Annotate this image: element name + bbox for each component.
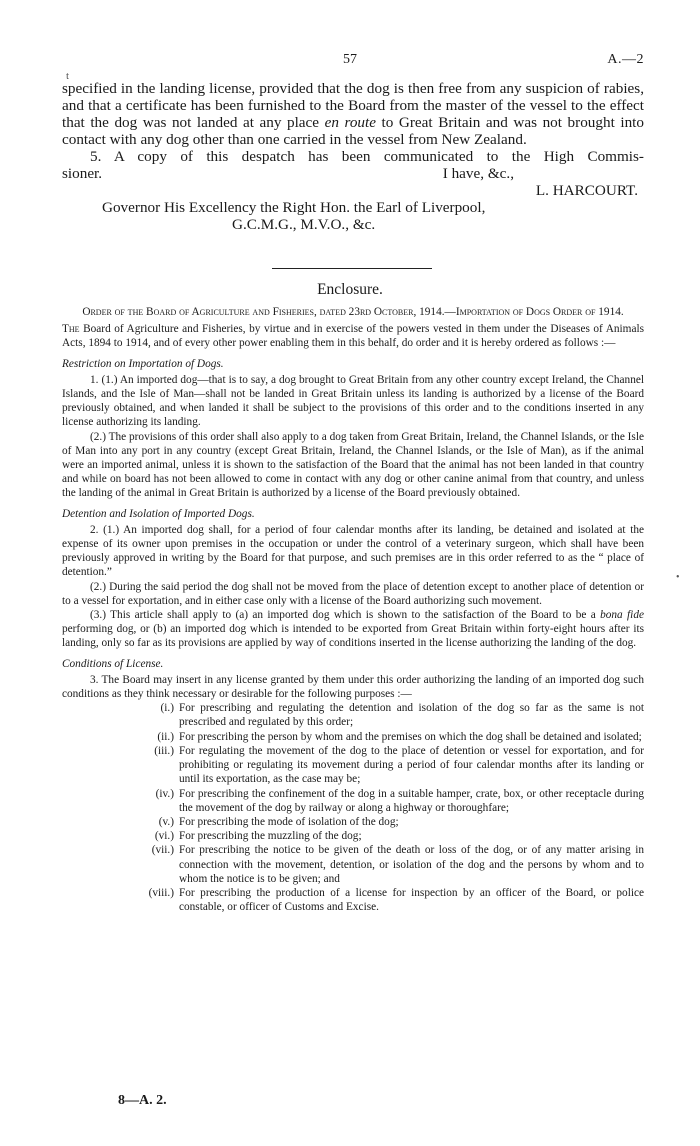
purpose-item: [62, 815, 644, 829]
enclosure-title: Enclosure.: [317, 281, 383, 298]
purpose-item: [62, 787, 644, 815]
purpose-number: (viii.): [148, 886, 174, 899]
order-title: Order of the Board of Agriculture and Fisheries, dated 23rd October, 1914.—Importation of Dogs Order of 1914.: [82, 306, 624, 318]
preamble: The Board of Agriculture and Fisheries, by virtue and in exercise of the powers vested in them under the Diseases of Animals Acts, 1894 to 1914, and of every other power enabling them in this behalf, do order and it is hereby ordered as follows :—: [62, 323, 644, 350]
purpose-number: (iv.): [155, 787, 174, 800]
stray-mark: t: [66, 70, 70, 82]
section-1-1: 1. (1.) An imported dog—that is to say, a dog brought to Great Britain from any other country except Ireland, the Channel Islands, and the Isle of Man—shall not be landed in Great Britain unless its landing is authorized by a license of the Board previously obtained, and when landed it shall be subject to the provisions of this order and to the conditions inserted in any license authorizing its landing.: [62, 373, 644, 429]
purpose-text: For prescribing and regulating the detention and isolation of the dog so far as the same is not prescribed and regulated by this order;: [179, 702, 644, 729]
purpose-number: (ii.): [157, 730, 174, 743]
purpose-text: For prescribing the mode of isolation of the dog;: [179, 815, 399, 828]
purpose-item: [62, 843, 644, 886]
enclosure-body: [62, 305, 644, 914]
footer-signature-mark: 8—A. 2.: [118, 1093, 167, 1108]
closing: I have, &c.,: [442, 165, 514, 182]
purpose-number: (iii.): [154, 744, 174, 757]
despatch-text: [62, 80, 644, 233]
signature: L. HARCOURT.: [535, 182, 638, 199]
despatch-paragraph-5-end: sioner.: [62, 165, 103, 182]
purposes-list: [62, 701, 644, 914]
heading-detention: Detention and Isolation of Imported Dogs.: [62, 507, 255, 520]
purpose-number: (i.): [160, 702, 174, 715]
purpose-text: For prescribing the notice to be given of the death or loss of the dog, or of any matter arising in connection with the movement, detention, or isolation of the dog and the persons by whom and to whom the notice is to be given; and: [179, 844, 644, 885]
purpose-text: For prescribing the confinement of the dog in a suitable hamper, crate, box, or other receptacle during the movement of the dog by railway or along a highway or thoroughfare;: [179, 787, 644, 814]
purpose-item: [62, 744, 644, 787]
document-reference: A.—2: [607, 52, 644, 67]
addressee-line-2: G.C.M.G., M.V.O., &c.: [232, 216, 376, 233]
section-divider: [272, 268, 432, 269]
purpose-number: (vi.): [154, 830, 174, 843]
section-1-2: (2.) The provisions of this order shall also apply to a dog taken from Great Britain, Ireland, the Channel Islands, or the Isle of Man into any port in any country (except Great Britain, Ireland, the Channel Islands, or the Isle of Man), as if the animal were an imported animal, unless it is shown to the satisfaction of the Board that the animal has not been landed in that country and while on board has not been allowed to come in contact with any dog or other canine animal from that country, and unless the landing of the animal in Great Britain is authorized by a license of the Board previously obtained.: [62, 430, 644, 500]
addressee-line-1: Governor His Excellency the Right Hon. the Earl of Liverpool,: [102, 199, 486, 216]
despatch-continuation: specified in the landing license, provided that the dog is then free from any suspicion of rabies, and that a certificate has been furnished to the Board from the master of the vessel to the effect that the dog was not landed at any place en route to Great Britain and was not brought into contact with any dog other than one carried in the vessel from New Zealand.: [62, 80, 644, 148]
purpose-number: (v.): [158, 815, 174, 828]
despatch-paragraph-5: 5. A copy of this despatch has been communicated to the High Commis-: [90, 148, 644, 165]
purpose-item: [62, 730, 644, 744]
purpose-item: [62, 829, 644, 843]
purpose-text: For prescribing the person by whom and the premises on which the dog shall be detained and isolated;: [179, 730, 642, 743]
purpose-text: For prescribing the production of a license for inspection by an officer of the Board, or police constable, or officer of Customs and Excise.: [179, 886, 644, 914]
purpose-item: [62, 886, 644, 914]
page-number: 57: [343, 52, 357, 67]
section-2-3: (3.) This article shall apply to (a) an imported dog which is shown to the satisfaction of the Board to be a bona fide performing dog, or (b) an imported dog which is intended to be exported from Great Britain within forty-eight hours after its landing, only so far as its provisions are applied by way of conditions inserted in the license authorizing the landing of the dog.: [62, 609, 644, 650]
margin-mark: •: [676, 572, 680, 583]
heading-restriction: Restriction on Importation of Dogs.: [62, 357, 224, 370]
purpose-text: For prescribing the muzzling of the dog;: [179, 830, 362, 843]
heading-conditions: Conditions of License.: [62, 657, 164, 670]
section-3-intro: 3. The Board may insert in any license granted by them under this order authorizing the landing of an imported dog such conditions as they think necessary or desirable for the following purposes :—: [62, 673, 644, 701]
section-2-2: (2.) During the said period the dog shall not be moved from the place of detention except to another place of detention or to a vessel for exportation, and in either case only with a license of the Board authorizing such movement.: [62, 580, 644, 607]
purpose-number: (vii.): [151, 844, 174, 857]
purpose-text: For regulating the movement of the dog to the place of detention or vessel for exportation, and for prohibiting or regulating its movement during a period of four calendar months after its landing or until its exportation, as the case may be;: [179, 744, 644, 786]
purpose-item: [62, 701, 644, 729]
section-2-1: 2. (1.) An imported dog shall, for a period of four calendar months after its landing, be detained and isolated at the expense of its owner upon premises in the occupation or under the control of a veterinary surgeon, which shall have been previously approved in writing by the Board for that purpose, and such premises are in this order referred to as the “ place of detention.”: [62, 523, 644, 579]
